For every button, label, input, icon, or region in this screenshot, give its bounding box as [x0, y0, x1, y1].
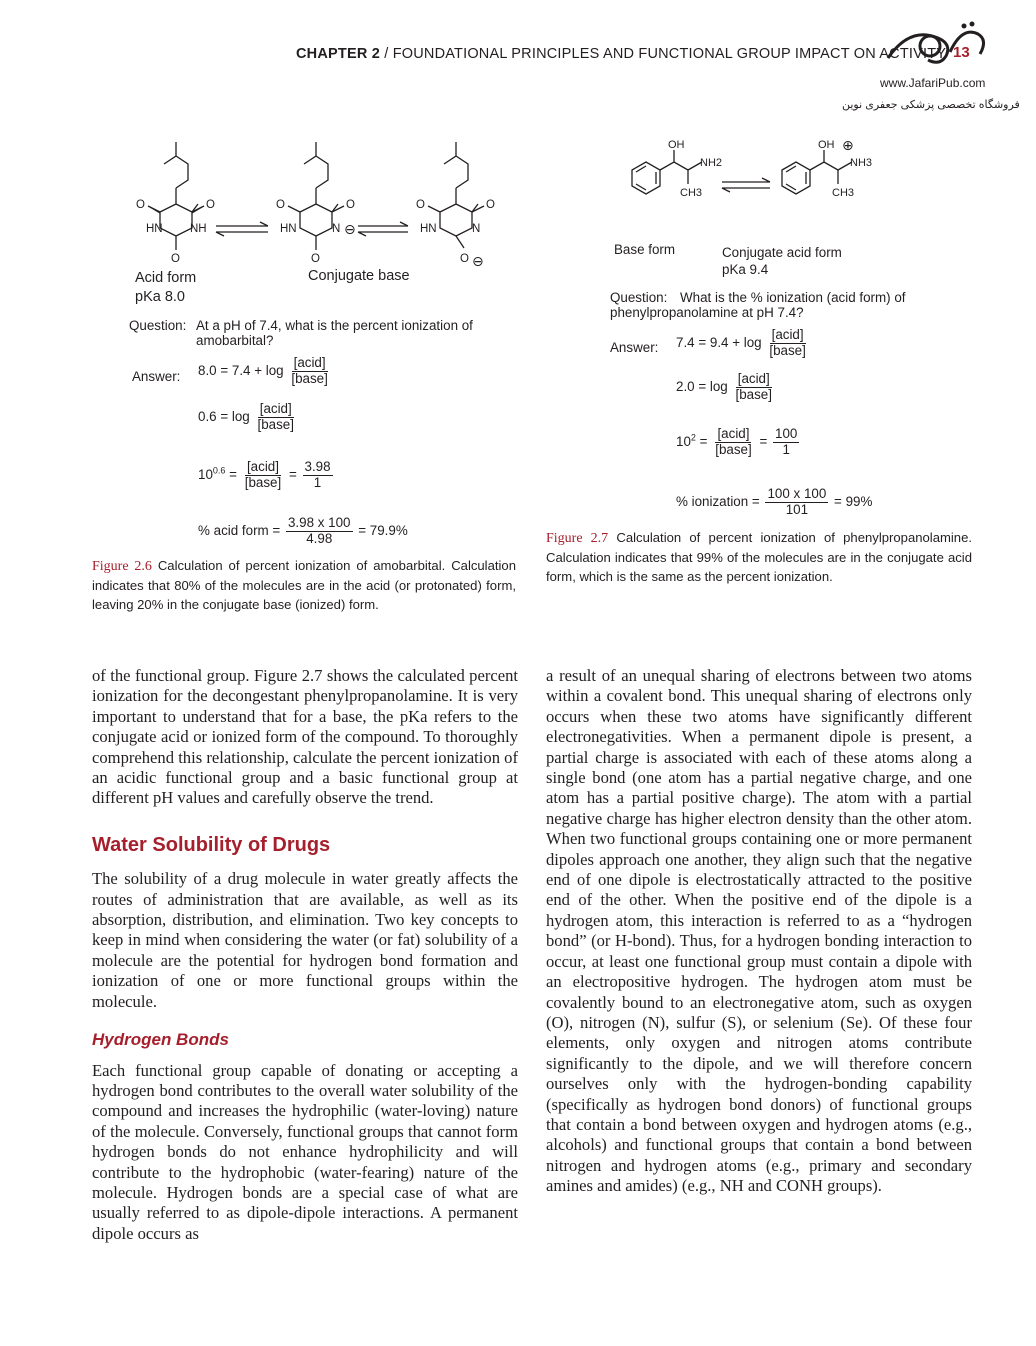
- fig26-question-text: At a pH of 7.4, what is the percent ionization of amobarbital?: [196, 318, 473, 349]
- fig27-eq3-exp: 2: [690, 432, 696, 443]
- methyl-label-2: CH3: [832, 187, 855, 199]
- intro-paragraph: of the functional group. Figure 2.7 shows the calculated percent ionization for the decongestant phenylpropanolamine. It is very important to understand that for a base, the pKa refers to the conjugate acid or ionized form of the compound. To thoroughly comprehend this relationship, calculate the percent ionization of an acidic functional group and a basic functional group at different pH values and carefully observe the trend.: [92, 666, 518, 808]
- conjugate-base-label: Conjugate base: [308, 268, 410, 284]
- publisher-name: فروشگاه تخصصی پزشکی جعفری نوین: [842, 99, 1020, 111]
- fig27-eq1-lhs: 7.4 = 9.4 + log: [676, 334, 762, 350]
- figure-2-7-caption-text: Calculation of percent ionization of phenylpropanolamine. Calculation indicates that 99% of the molecules are in the conjugate acid form, which is the same as the percent ionization.: [546, 530, 972, 584]
- carbonyl-o-right-2: O: [346, 199, 355, 211]
- hn-label-3: HN: [420, 223, 437, 235]
- methyl-label: CH3: [680, 187, 703, 199]
- acid-form-label: Acid form: [135, 270, 197, 286]
- acid-term: [acid]: [293, 355, 326, 370]
- fig27-eq4-lhs: % ionization =: [676, 493, 760, 509]
- carbonyl-o-bottom: O: [171, 253, 180, 265]
- acid-term: [acid]: [717, 426, 750, 441]
- ammonium-label: NH3: [850, 157, 873, 169]
- fig27-question-label: Question:: [610, 290, 668, 305]
- fig26-eq4-lhs: % acid form =: [198, 522, 281, 538]
- fig26-eq3-num: 3.98: [304, 459, 331, 474]
- publisher-url[interactable]: www.JafariPub.com: [880, 76, 986, 90]
- right-paragraph: a result of an unequal sharing of electrons between two atoms within a covalent bond. This unequal sharing of electrons only occurs when these two atoms have significantly different electronegativities. When a permanent dipole is present, a partial charge is associated with each of these atoms along a single bond (one atom has a partial negative charge, and one atom has a partial positive charge). The atom with a partial negative charge has higher electron density than the other atom. When two functional groups containing one or more permanent dipoles approach one another, they align such that the negative end of one dipole is electrostatically attracted to the positive end of the other. When the positive end of the dipole is a hydrogen atom, this interaction is referred to as a “hydrogen bond” (or H-bond). Thus, for a hydrogen bonding interaction to occur, at least one functional group must contain a dipole with an electropositive hydrogen. The hydrogen atom must be covalently bound to an electronegative atom, such as oxygen (O), nitrogen (N), sulfur (S), or selenium (Se). Of these four elements, only oxygen and nitrogen atoms contribute significantly to the dipole, and we will therefore concern ourselves only with the hydrogen-bonding capability (specifically as hydrogen bond donors) of functional groups that contain a bond between oxygen and hydrogen atoms (e.g., alcohols) and functional groups that contain a bond between nitrogen and hydrogen atoms (e.g., primary and secondary amines and amides) (e.g., NH and CONH groups).: [546, 666, 972, 1196]
- base-term: [base]: [291, 370, 328, 386]
- fig27-eq3-value: [773, 427, 799, 457]
- conjugate-acid-form-label: Conjugate acid form: [722, 245, 842, 260]
- fig27-eq3-ratio: [713, 427, 753, 457]
- page-number: 13: [953, 44, 970, 61]
- base-term: [base]: [715, 441, 752, 457]
- carbonyl-o-right-3: O: [486, 199, 495, 211]
- fig27-eq3: [676, 427, 801, 457]
- figure-2-6-caption-text: Calculation of percent ionization of amobarbital. Calculation indicates that 80% of the molecules are in the acid (or protonated) form, leaving 20% in the conjugate base (ionized) form.: [92, 558, 516, 612]
- phenylpropanolamine-structures: [610, 136, 910, 216]
- figure-2-6-caption: [92, 556, 516, 614]
- fig26-eq2-ratio: [255, 402, 295, 432]
- conjugate-acid-pka-label: pKa 9.4: [722, 262, 769, 277]
- chapter-number: CHAPTER 2: [296, 46, 380, 62]
- chapter-title: FOUNDATIONAL PRINCIPLES AND FUNCTIONAL GROUP IMPACT ON ACTIVITY: [392, 46, 947, 62]
- running-head: [296, 46, 946, 62]
- n-label-3: N: [472, 223, 481, 235]
- subsection-heading: Hydrogen Bonds: [92, 1030, 229, 1050]
- equals-sign: =: [759, 433, 768, 449]
- equals-sign: =: [288, 466, 297, 482]
- fig27-eq4-num: 100 x 100: [767, 486, 827, 501]
- fig26-eq4-den: 4.98: [306, 530, 333, 546]
- fig27-eq1: [676, 328, 810, 358]
- fig27-eq2: [676, 372, 776, 402]
- base-form-label: Base form: [614, 242, 676, 257]
- fig26-eq1-ratio: [289, 356, 329, 386]
- carbonyl-o-right: O: [206, 199, 215, 211]
- acid-pka-label: pKa 8.0: [135, 289, 185, 305]
- fig26-eq4-ratio: [286, 516, 353, 546]
- enolate-o-3: O: [460, 253, 469, 265]
- fig26-eq2: [198, 402, 298, 432]
- hydroxyl-label-2: OH: [818, 139, 835, 151]
- fig27-eq4: [676, 487, 872, 517]
- hydroxyl-label: OH: [668, 139, 685, 151]
- section-paragraph: The solubility of a drug molecule in water greatly affects the routes of administration that are available, as well as its absorption, distribution, and elimination. Two key concepts to keep in mind when considering the water (or fat) solubility of a molecule are the potential for hydrogen bond formation and ionization of one or more functional groups within the molecule.: [92, 869, 518, 1011]
- left-column: [92, 666, 518, 1244]
- subsection-paragraph: Each functional group capable of donating or accepting a hydrogen bond contributes to the overall water solubility of the compound and increases the hydrophilic (water-loving) nature of the molecule. Conversely, functional groups that cannot form hydrogen bonds do not enhance hydrophilicity and will contribute to the hydrophobic (water-fearing) nature of the molecule. Hydrogen bonds are a special case of what are usually referred to as dipole-dipole interactions. A permanent dipole occurs as: [92, 1060, 518, 1243]
- fig27-eq4-ratio: [765, 487, 828, 517]
- negative-charge-3: ⊖: [472, 253, 484, 269]
- fig27-eq4-result: = 99%: [834, 493, 873, 509]
- publisher-logo-icon: [880, 18, 992, 70]
- base-term: [base]: [735, 386, 772, 402]
- fig26-eq1-lhs: 8.0 = 7.4 + log: [198, 362, 284, 378]
- right-column: [546, 666, 972, 1197]
- positive-charge: ⊕: [842, 137, 854, 153]
- header-separator: /: [384, 46, 389, 62]
- fig26-eq1: [198, 356, 332, 386]
- hn-label-2: HN: [280, 223, 297, 235]
- fig26-eq4: [198, 516, 408, 546]
- carbonyl-o-bottom-2: O: [311, 253, 320, 265]
- fig26-eq3-den: 1: [313, 474, 322, 490]
- fig27-eq2-lhs: 2.0 = log: [676, 378, 728, 394]
- fig26-eq4-num: 3.98 x 100: [287, 515, 351, 530]
- base-term: [base]: [244, 474, 282, 490]
- fig27-eq3-num: 100: [775, 426, 798, 441]
- fig27-question-text: What is the % ionization (acid form) of phenylpropanolamine at pH 7.4?: [610, 290, 906, 321]
- fig26-eq4-result: = 79.9%: [358, 522, 408, 538]
- carbonyl-o-left-2: O: [276, 199, 285, 211]
- fig26-eq3-exp: 0.6: [212, 465, 226, 476]
- figure-2-6-label: Figure 2.6: [92, 559, 152, 574]
- base-term: [base]: [257, 416, 294, 432]
- acid-term: [acid]: [737, 371, 770, 386]
- fig27-eq2-ratio: [733, 372, 773, 402]
- amobarbital-structures: [120, 132, 500, 282]
- carbonyl-o-left-3: O: [416, 199, 425, 211]
- figure-2-7-label: Figure 2.7: [546, 531, 609, 546]
- fig26-eq2-lhs: 0.6 = log: [198, 408, 250, 424]
- fig27-eq4-den: 101: [785, 501, 809, 517]
- n-label-2: N: [332, 223, 341, 235]
- acid-term: [acid]: [259, 401, 292, 416]
- fig26-eq3: [198, 460, 335, 490]
- fig26-eq3-ratio: [243, 460, 283, 490]
- hn-label: HN: [146, 223, 163, 235]
- acid-term: [acid]: [246, 459, 279, 474]
- fig26-eq3-value: [303, 460, 333, 490]
- equals-sign: =: [229, 466, 237, 482]
- nh-label: NH: [190, 223, 207, 235]
- fig26-answer-label: Answer:: [132, 369, 181, 384]
- acid-term: [acid]: [771, 327, 804, 342]
- negative-charge-2: ⊖: [344, 221, 356, 237]
- fig26-eq3-base: 10: [198, 466, 213, 482]
- fig26-question-label: Question:: [129, 318, 187, 333]
- carbonyl-o-left: O: [136, 199, 145, 211]
- fig27-eq1-ratio: [767, 328, 807, 358]
- amine-label: NH2: [700, 157, 723, 169]
- figure-2-7-caption: [546, 528, 972, 586]
- fig27-eq3-den: 1: [782, 441, 790, 457]
- section-heading: Water Solubility of Drugs: [92, 833, 331, 856]
- fig27-eq3-base: 10: [676, 433, 691, 449]
- equals-sign: =: [699, 433, 708, 449]
- fig27-answer-label: Answer:: [610, 340, 659, 355]
- base-term: [base]: [769, 342, 806, 358]
